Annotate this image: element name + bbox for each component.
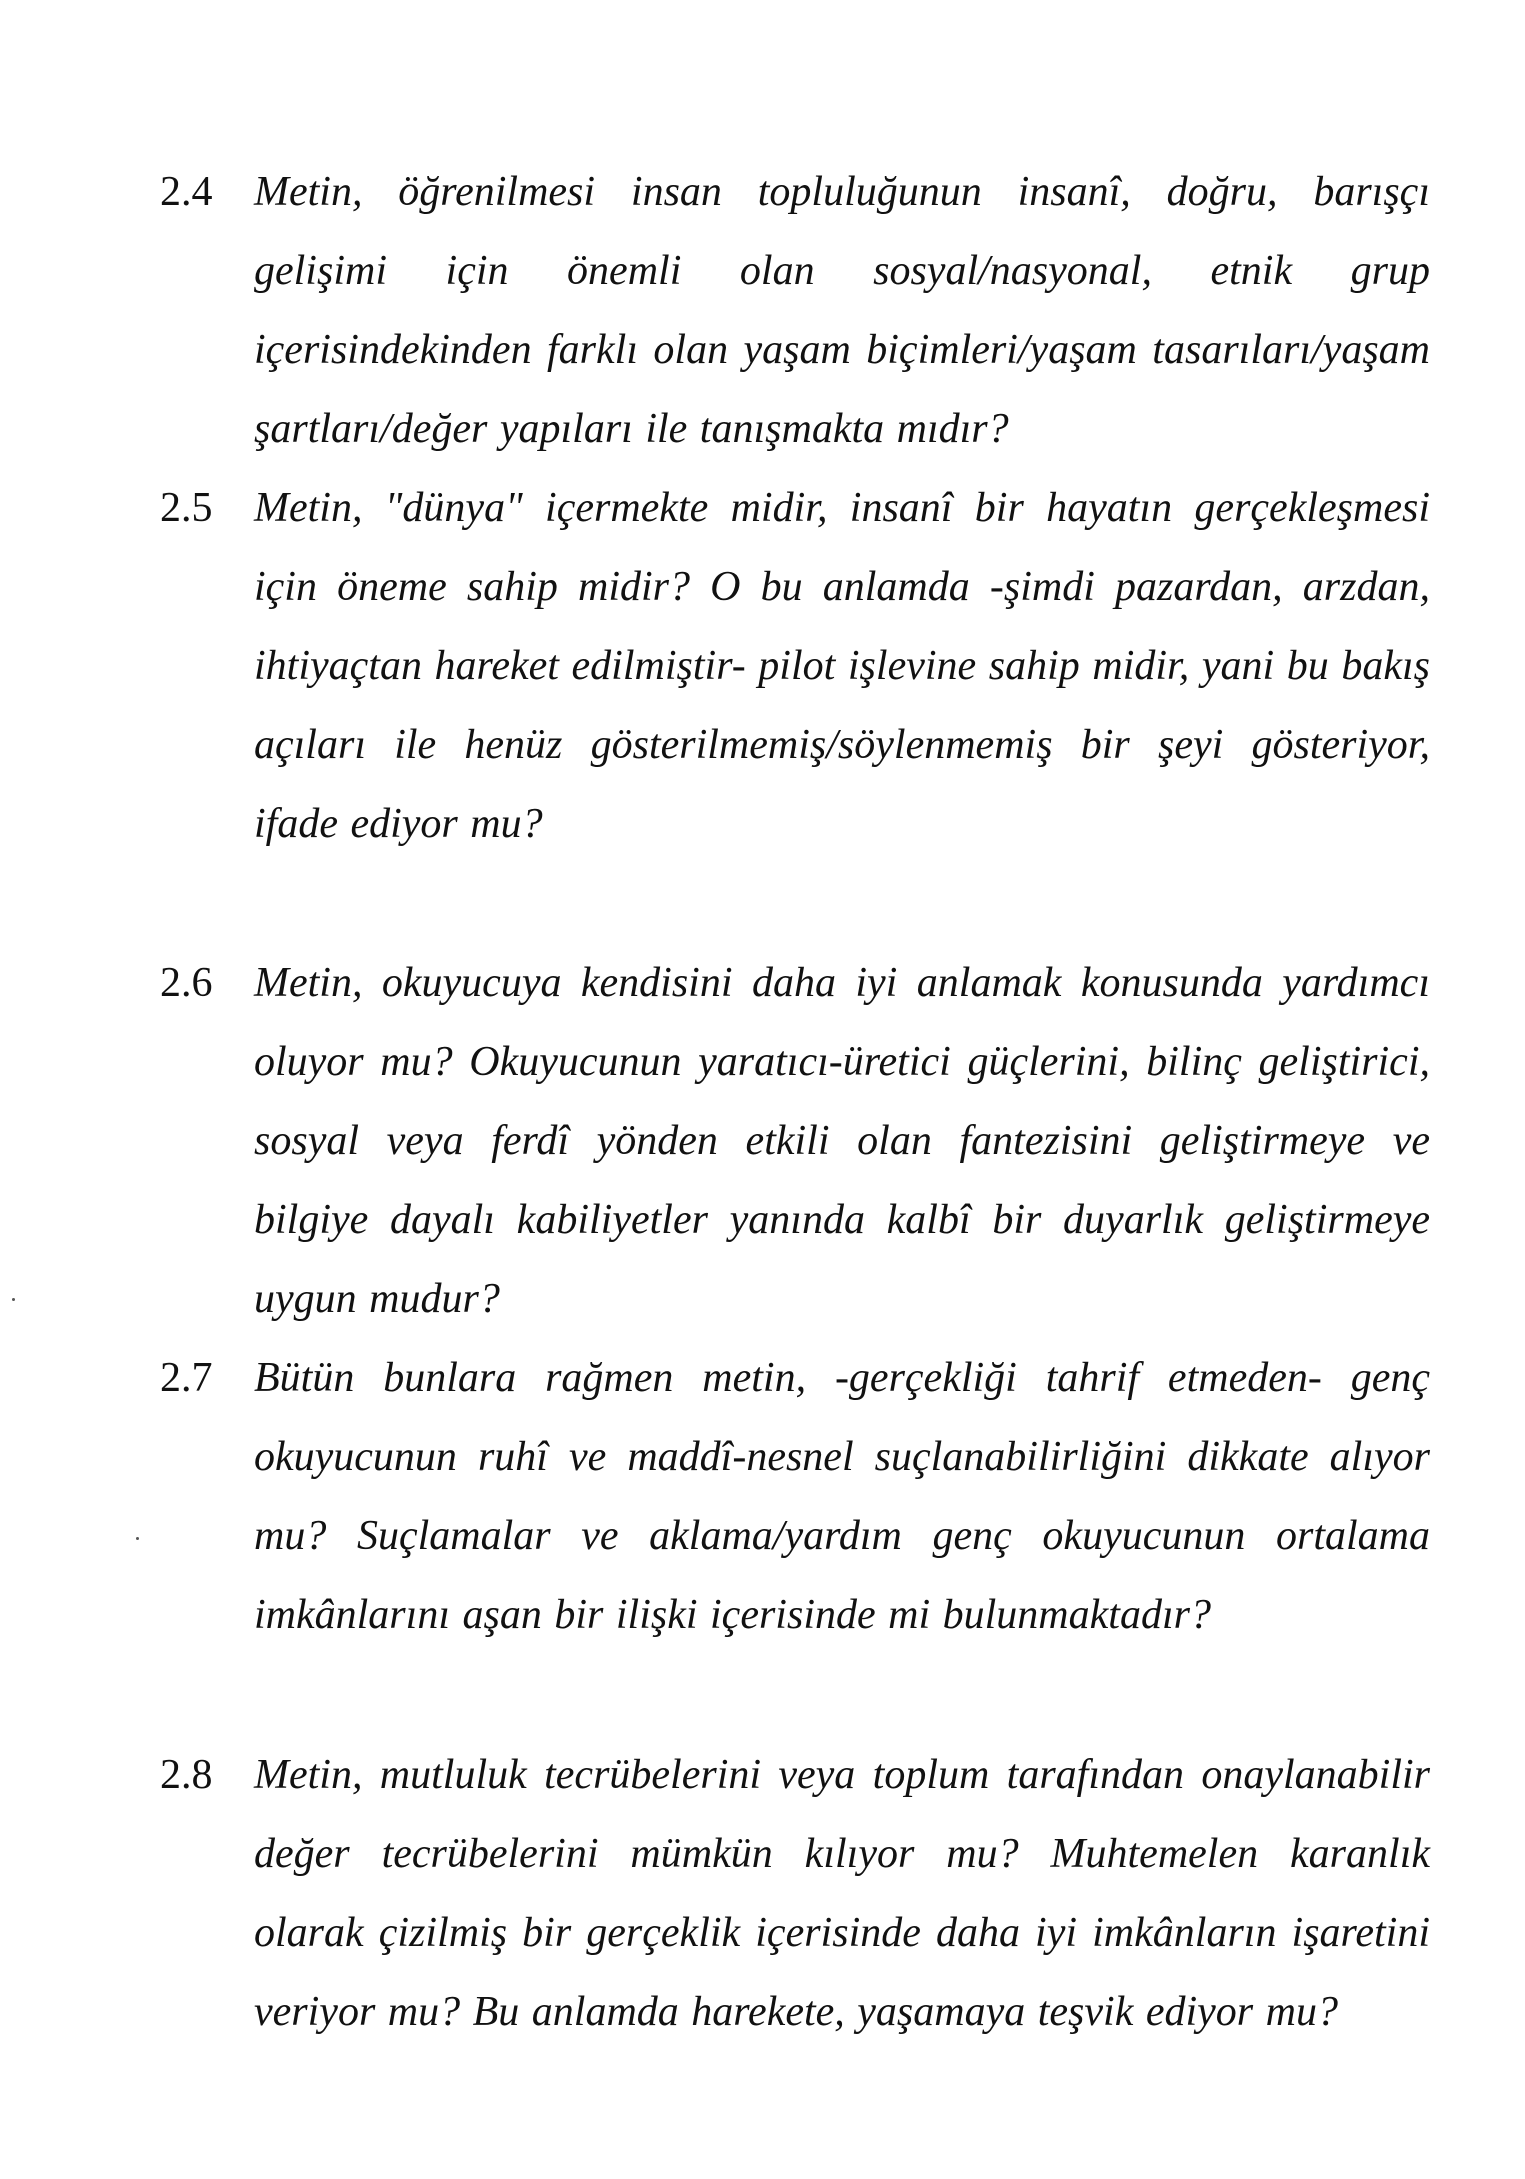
item-number: 2.4 — [160, 169, 213, 215]
item-number: 2.7 — [160, 1355, 213, 1401]
item-number: 2.6 — [160, 960, 213, 1006]
item-text: Bütün bunlara rağmen metin, -gerçekliği tahrif etmeden- genç okuyucunun ruhî ve maddî-nesnel suçlanabilirliğini dikkate alıyor mu? Suçlamalar ve aklama/yardım genç okuyucunun ortalama imkânlarını aşan bir ilişki içerisinde mi bulunmaktadır? — [254, 1355, 1430, 1638]
item-number: 2.5 — [160, 485, 213, 531]
item-text: Metin, okuyucuya kendisini daha iyi anlamak konusunda yardımcı oluyor mu? Okuyucunun yaratıcı-üretici güçlerini, bilinç geliştirici, sosyal veya ferdî yönden etkili olan fantezisini geliştirmeye ve bilgiye dayalı kabiliyetler yanında kalbî bir duyarlık geliştirmeye uygun mudur? — [254, 960, 1430, 1322]
item-text: Metin, mutluluk tecrübelerini veya toplum tarafından onaylanabilir değer tecrübelerini mümkün kılıyor mu? Muhtemelen karanlık olarak çizilmiş bir gerçeklik içerisinde daha iyi imkânların işaretini veriyor mu? Bu anlamda harekete, yaşamaya teşvik ediyor mu? — [254, 1752, 1430, 2035]
item-text: Metin, öğrenilmesi insan topluluğunun insanî, doğru, barışçı gelişimi için önemli olan sosyal/nasyonal, etnik grup içerisindekinden farklı olan yaşam biçimleri/yaşam tasarıları/yaşam şartları/değer yapıları ile tanışmakta mıdır? — [254, 169, 1430, 452]
scan-speck — [136, 1537, 139, 1540]
item-text: Metin, "dünya" içermekte midir, insanî bir hayatın gerçekleşmesi için öneme sahip midir? O bu anlamda -şimdi pazardan, arzdan, ihtiyaçtan hareket edilmiştir- pilot işlevine sahip midir, yani bu bakış açıları ile henüz gösterilmemiş/söylenmemiş bir şeyi gösteriyor, ifade ediyor mu? — [254, 485, 1430, 847]
scan-speck — [12, 1298, 15, 1301]
item-number: 2.8 — [160, 1752, 213, 1798]
